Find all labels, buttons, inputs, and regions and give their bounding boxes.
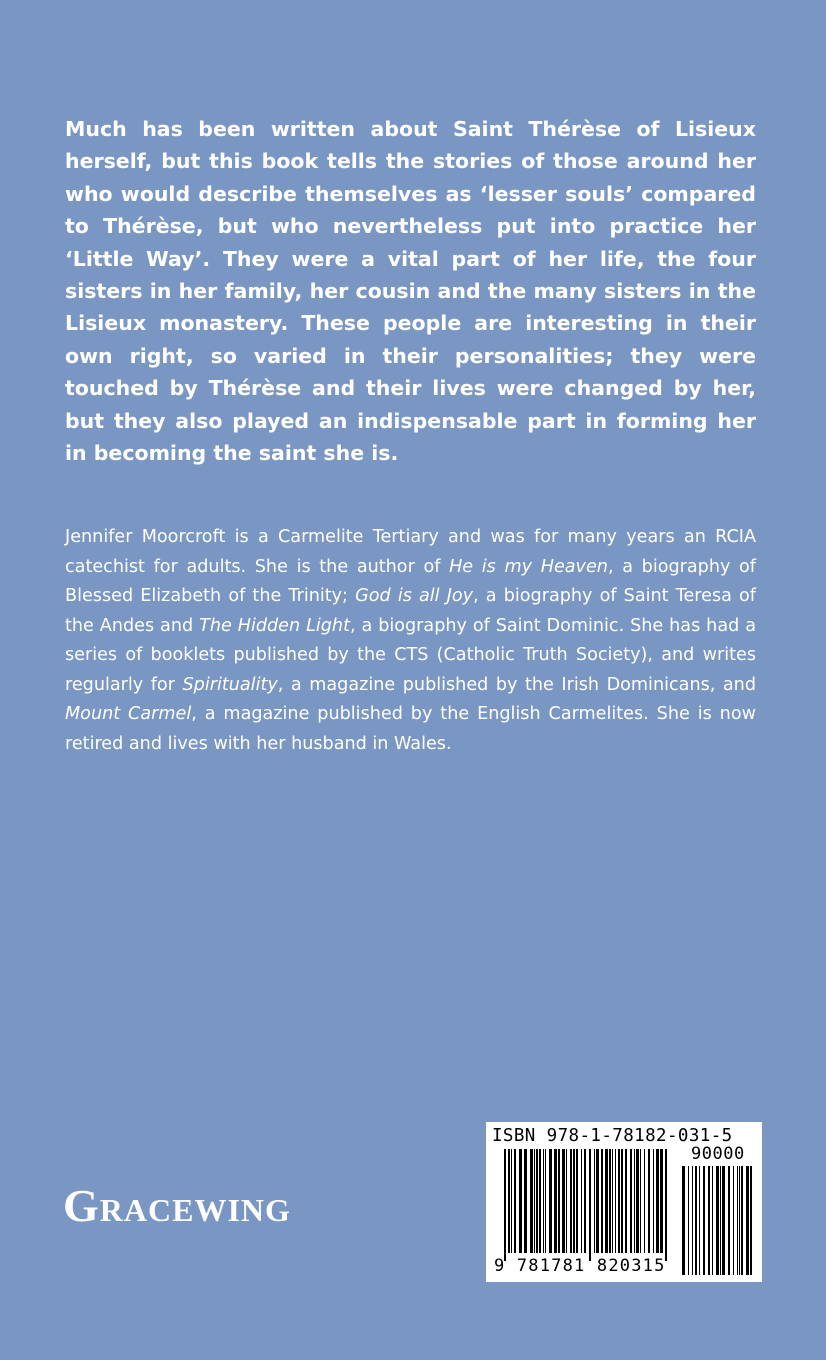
barcode-bar xyxy=(539,1149,541,1253)
barcode-bar xyxy=(665,1149,667,1261)
barcode-addon-bar xyxy=(703,1166,705,1275)
author-bio xyxy=(65,523,756,759)
barcode-bar xyxy=(594,1149,595,1253)
barcode-bar xyxy=(596,1149,599,1253)
barcode-addon-bar xyxy=(708,1166,710,1275)
barcode-addon-bar xyxy=(699,1166,700,1275)
barcode-bar xyxy=(549,1149,552,1253)
back-cover-blurb: Much has been written about Saint Thérèse of Lisieux herself, but this book tells the stories of those around her who would describe themselves as ‘lesser souls’ compared to Thérèse, but who nevertheless put into practice her ‘Little Way’. They were a vital part of her life, the four sisters in her family, her cousin and the many sisters in the Lisieux monastery. These people are interesting in their own right, so varied in their personalities; they were touched by Thérèse and their lives were changed by her, but they also played an indispensable part in forming her in becoming the saint she is. xyxy=(65,117,756,466)
barcode-bar xyxy=(536,1149,538,1253)
barcode-bar xyxy=(524,1149,527,1253)
barcode-bar xyxy=(609,1149,611,1253)
barcode-bar xyxy=(601,1149,603,1253)
barcode-bar xyxy=(581,1149,582,1253)
magazine-title-mount-carmel: Mount Carmel xyxy=(65,704,192,724)
barcode-bar xyxy=(630,1149,632,1253)
ean-digits: 9 781781 820315 xyxy=(494,1256,666,1276)
barcode-addon-bar xyxy=(688,1166,689,1275)
barcode-bar xyxy=(519,1149,522,1253)
barcode-bar xyxy=(653,1149,654,1253)
barcode-bar xyxy=(570,1149,572,1253)
book-title-he-is-my-heaven: He is my Heaven xyxy=(449,556,608,577)
bio-text: , a magazine published by the English Carmelites. She is now retired and lives with her husband in Wales. xyxy=(65,704,756,754)
barcode-bar xyxy=(566,1149,567,1253)
barcode-bar xyxy=(605,1149,608,1253)
barcode-bar xyxy=(534,1149,535,1253)
barcode-bar xyxy=(615,1149,616,1253)
publisher-logo: Gracewing xyxy=(63,1180,291,1231)
barcode-addon-bar xyxy=(682,1166,685,1275)
barcode-bar xyxy=(530,1149,533,1253)
barcode-bar xyxy=(573,1149,575,1253)
barcode-addon-bar xyxy=(695,1166,697,1275)
barcode-bar xyxy=(554,1149,557,1253)
barcode-bar xyxy=(558,1149,560,1253)
magazine-title-spirituality: Spirituality xyxy=(182,674,278,695)
price-code: 90000 xyxy=(691,1144,745,1164)
book-title-god-is-all-joy: God is all Joy xyxy=(355,586,474,606)
barcode-label xyxy=(486,1122,762,1282)
bio-text: , a biography of Saint Teresa of the Andes and xyxy=(65,586,756,636)
barcode-bar xyxy=(511,1149,512,1253)
barcode-addon-bar xyxy=(712,1166,713,1275)
barcode-bar xyxy=(504,1149,506,1261)
barcode-bar xyxy=(612,1149,613,1253)
bio-text: , a magazine published by the Irish Dominicans, and xyxy=(277,674,757,695)
barcode-addon-bar xyxy=(722,1166,725,1275)
barcode-addon-bar xyxy=(750,1166,752,1275)
barcode-addon-bar xyxy=(728,1166,730,1275)
barcode-bar xyxy=(636,1149,639,1253)
barcode-bar xyxy=(618,1149,620,1253)
barcode-bar xyxy=(625,1149,627,1253)
barcode-bar xyxy=(644,1149,645,1253)
barcode-bar xyxy=(589,1149,591,1261)
barcode-addon-bar xyxy=(692,1166,693,1275)
book-title-the-hidden-light: The Hidden Light xyxy=(199,615,350,636)
barcode-bar xyxy=(545,1149,546,1253)
bio-text: , a biography of Blessed Elizabeth of the Trinity; xyxy=(65,556,756,606)
barcode-bar xyxy=(621,1149,623,1253)
isbn-text: ISBN 978-1-78182-031-5 xyxy=(492,1126,733,1146)
barcode-addon-bar xyxy=(739,1166,740,1275)
barcode-bar xyxy=(648,1149,650,1253)
barcode-bar xyxy=(634,1149,635,1253)
barcode-addon-bar xyxy=(737,1166,738,1275)
barcode-bar xyxy=(514,1149,516,1253)
barcode-bar xyxy=(656,1149,659,1253)
barcode-bar xyxy=(508,1149,510,1253)
barcode-bar xyxy=(543,1149,544,1253)
barcode-bar xyxy=(640,1149,641,1253)
bio-text: Jennifer Moorcroft is a Carmelite Tertiary and was for many years an RCIA catechist for adults. She is the author of xyxy=(65,527,756,577)
barcode-addon-bar xyxy=(741,1166,743,1275)
barcode-addon-bar xyxy=(733,1166,734,1275)
barcode-addon-bar xyxy=(720,1166,721,1275)
barcode-bar xyxy=(576,1149,578,1253)
bio-text: , a biography of Saint Dominic. She has had a series of booklets published by the CTS (Catholic Truth Society), and writes regularly for xyxy=(65,615,756,695)
barcode-bar xyxy=(660,1149,663,1253)
barcode-bar xyxy=(584,1149,586,1253)
barcode-addon-bar xyxy=(716,1166,719,1275)
barcode-bar xyxy=(562,1149,565,1253)
barcode-addon-bar xyxy=(746,1166,749,1275)
